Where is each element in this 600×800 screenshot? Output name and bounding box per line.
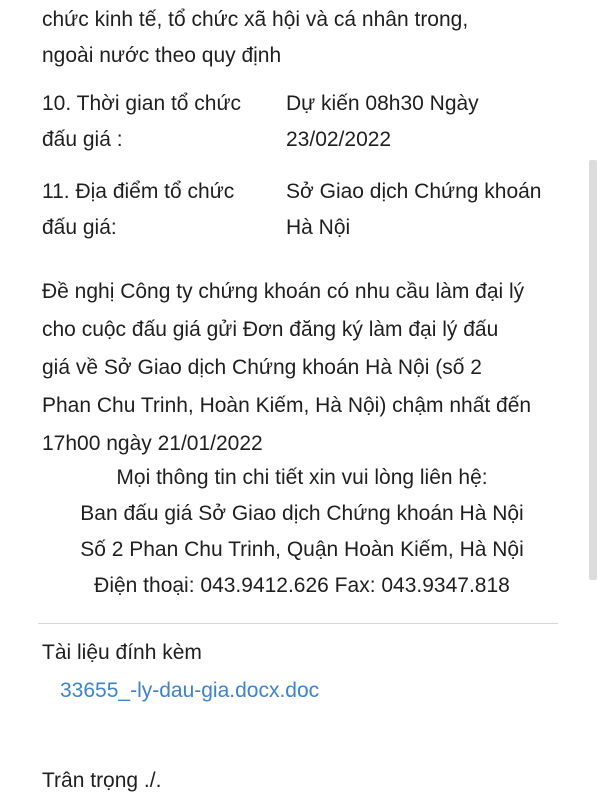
attachment-link[interactable]: 33655_-ly-dau-gia.docx.doc xyxy=(60,679,320,702)
item-value: Sở Giao dịch Chứng khoán Hà Nội xyxy=(286,180,542,239)
closing-text: Trân trọng ./. xyxy=(42,769,162,792)
contact-line: Ban đấu giá Sở Giao dịch Chứng khoán Hà Nội xyxy=(80,502,524,525)
attachments-title: Tài liệu đính kèm xyxy=(42,641,202,664)
section-divider xyxy=(38,623,558,624)
scrollbar-thumb[interactable] xyxy=(589,160,597,580)
item-label: 11. Địa điểm tổ chức đấu giá: xyxy=(42,180,235,239)
text-line: cho cuộc đấu giá gửi Đơn đăng ký làm đại lý đấu xyxy=(42,318,499,341)
item-label: 10. Thời gian tổ chức đấu giá : xyxy=(42,92,242,151)
text-line: Phan Chu Trinh, Hoàn Kiếm, Hà Nội) chậm nhất đến xyxy=(42,394,532,417)
contact-line: Số 2 Phan Chu Trinh, Quận Hoàn Kiếm, Hà Nội xyxy=(80,538,524,561)
text-line: Đề nghị Công ty chứng khoán có nhu cầu làm đại lý xyxy=(42,280,525,303)
contact-line: Mọi thông tin chi tiết xin vui lòng liên hệ: xyxy=(116,466,488,489)
contact-line: Điện thoại: 043.9412.626 Fax: 043.9347.818 xyxy=(94,574,510,597)
intro-paragraph xyxy=(42,2,558,74)
request-paragraph xyxy=(42,273,562,463)
text-line: giá về Sở Giao dịch Chứng khoán Hà Nội (số 2 xyxy=(42,356,482,379)
contact-block xyxy=(42,460,562,604)
text-line: ngoài nước theo quy định xyxy=(42,44,282,67)
text-line: chức kinh tế, tổ chức xã hội và cá nhân trong, xyxy=(42,8,469,31)
text-line: 17h00 ngày 21/01/2022 xyxy=(42,432,263,455)
item-value: Dự kiến 08h30 Ngày 23/02/2022 xyxy=(286,92,479,151)
